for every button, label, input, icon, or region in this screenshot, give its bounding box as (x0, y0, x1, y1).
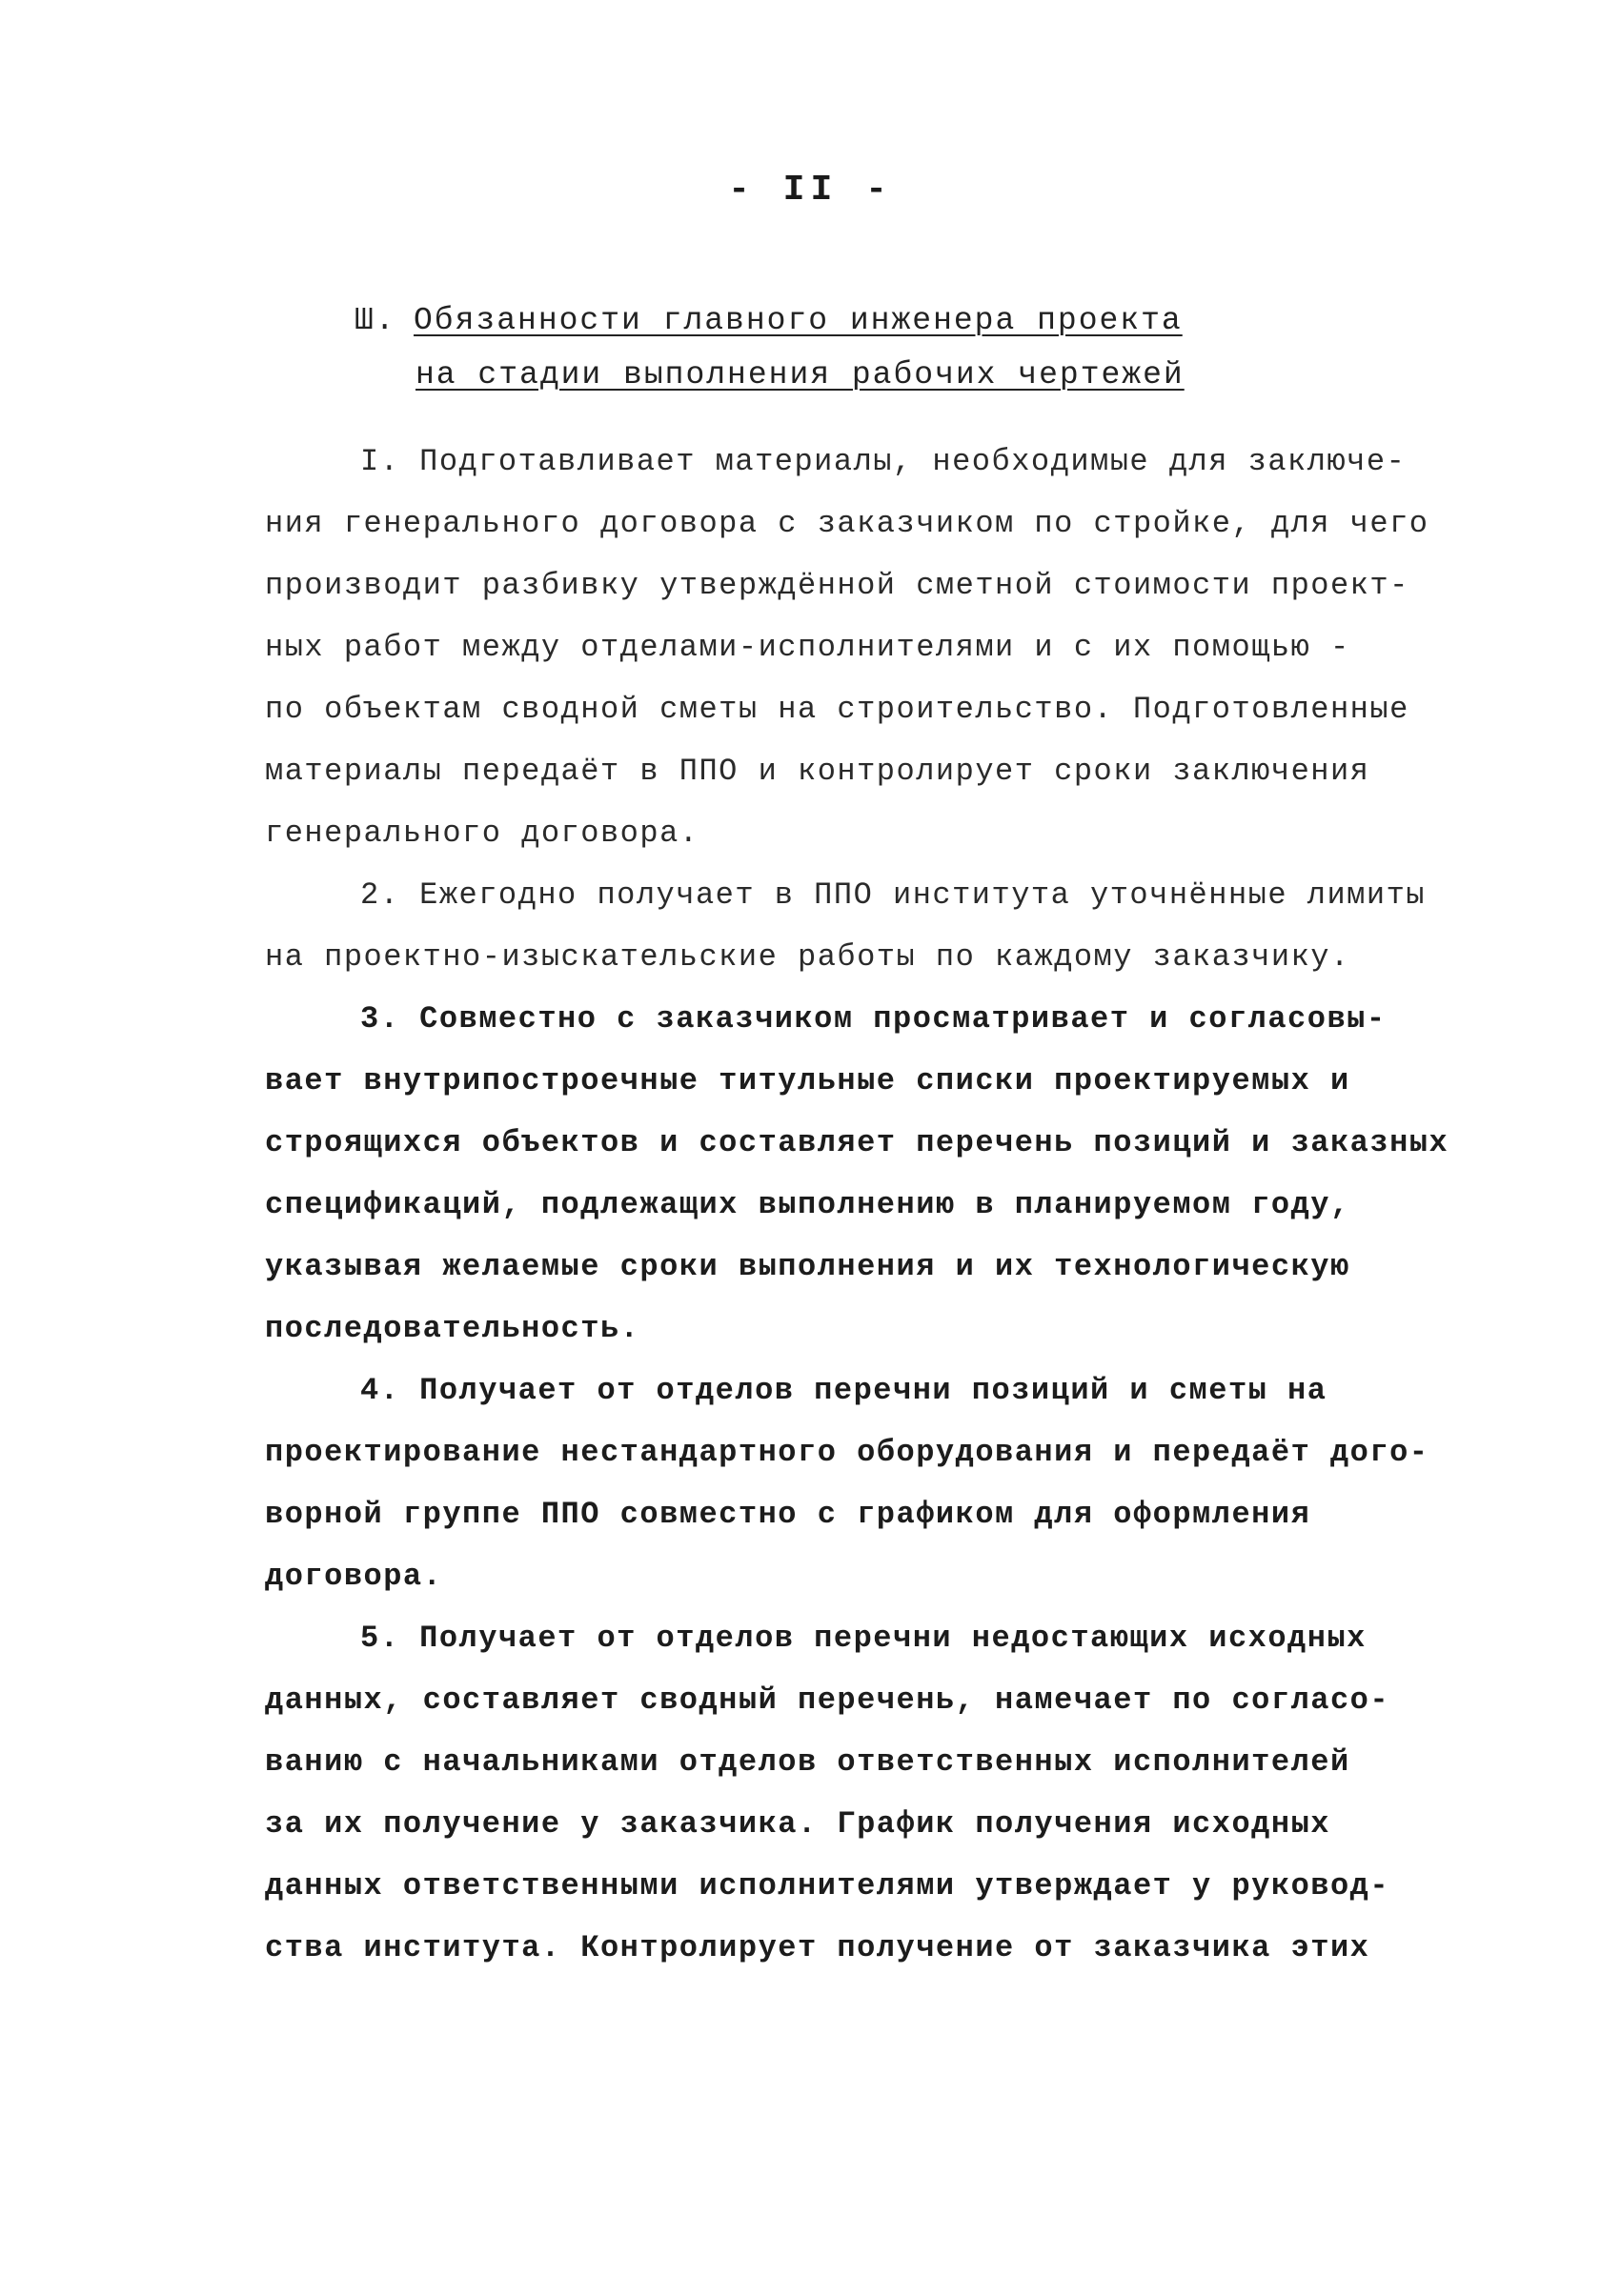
text-line: договора. (265, 1559, 443, 1594)
text-line: ных работ между отделами-исполнителями и с их помощью - (265, 630, 1350, 665)
text-line: ванию с начальниками отделов ответственных исполнителей (265, 1744, 1350, 1780)
paragraph-2 (265, 864, 1428, 988)
paragraph-5 (265, 1607, 1428, 1979)
document-body (265, 431, 1449, 1979)
paragraph-3 (265, 988, 1449, 1359)
section-number: Ш. (355, 303, 396, 338)
text-line: данных, составляет сводный перечень, намечает по согласо- (265, 1682, 1390, 1718)
text-line: ворной группе ППО совместно с графиком для оформления (265, 1497, 1311, 1532)
text-line: материалы передаёт в ППО и контролирует сроки заключения (265, 754, 1370, 789)
page-number: - II - (728, 170, 893, 211)
text-line: указывая желаемые сроки выполнения и их технологическую (265, 1249, 1350, 1284)
text-line: 4. Получает от отделов перечни позиций и сметы на (360, 1373, 1327, 1408)
text-line: ства института. Контролирует получение от заказчика этих (265, 1930, 1370, 1965)
text-line: 3. Совместно с заказчиком просматривает и согласовы- (360, 1001, 1387, 1037)
text-line: последовательность. (265, 1311, 640, 1346)
text-line: ния генерального договора с заказчиком по стройке, для чего (265, 506, 1429, 541)
paragraph-4 (265, 1359, 1428, 1607)
text-line: строящихся объектов и составляет перечень позиций и заказных (265, 1125, 1449, 1160)
text-line: по объектам сводной сметы на строительство. Подготовленные (265, 692, 1409, 727)
text-line: на проектно-изыскательские работы по каждому заказчику. (265, 939, 1350, 975)
text-line: вает внутрипостроечные титульные списки проектируемых и (265, 1063, 1350, 1098)
text-line: за их получение у заказчика. График получения исходных (265, 1806, 1330, 1842)
text-line: проектирование нестандартного оборудования и передаёт дого- (265, 1435, 1429, 1470)
paragraph-1 (265, 431, 1428, 864)
text-line: спецификаций, подлежащих выполнению в планируемом году, (265, 1187, 1350, 1222)
section-title-line-2: на стадии выполнения рабочих чертежей (415, 357, 1185, 393)
section-title-line-1: Обязанности главного инженера проекта (414, 303, 1183, 338)
text-line: производит разбивку утверждённой сметной стоимости проект- (265, 568, 1409, 603)
text-line: 5. Получает от отделов перечни недостающих исходных (360, 1621, 1367, 1656)
text-line: I. Подготавливает материалы, необходимые для заключе- (360, 444, 1407, 479)
text-line: данных ответственными исполнителями утверждает у руковод- (265, 1868, 1390, 1903)
text-line: 2. Ежегодно получает в ППО института уточнённые лимиты (360, 877, 1426, 913)
section-heading (355, 293, 1185, 402)
text-line: генерального договора. (265, 816, 699, 851)
